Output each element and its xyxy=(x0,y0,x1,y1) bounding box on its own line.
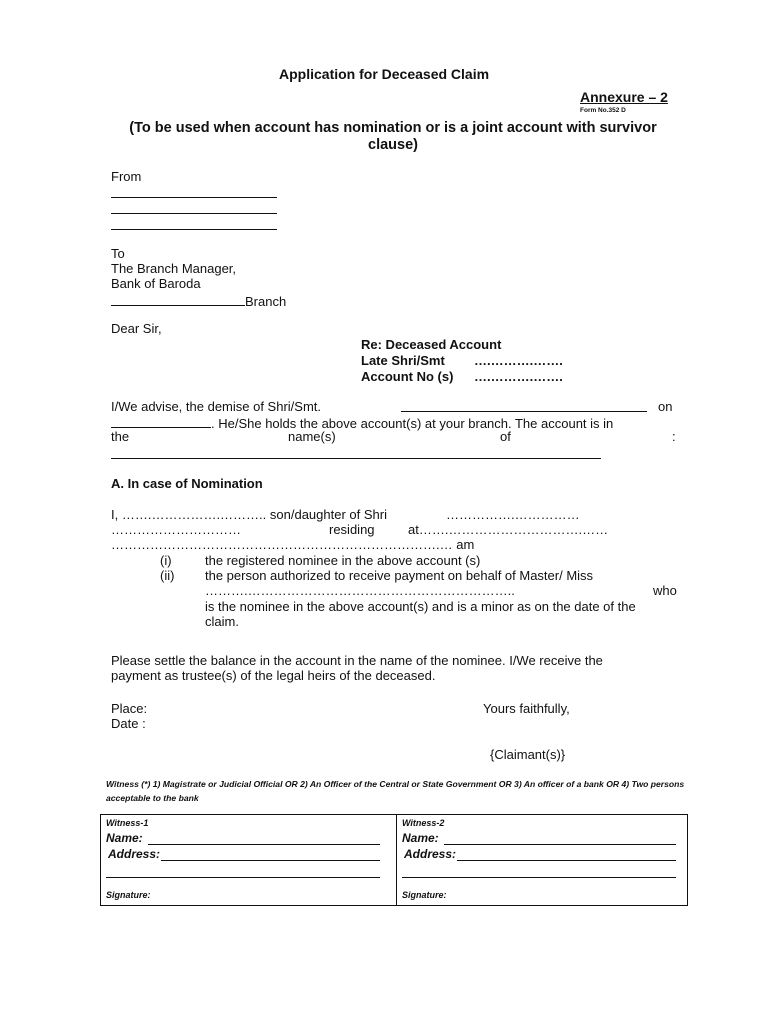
to-branch-line xyxy=(111,292,286,309)
item-2-line-4: claim. xyxy=(205,614,239,629)
re-late-name-label: Late Shri/Smt xyxy=(361,353,445,368)
advise-line-2 xyxy=(111,414,613,431)
advise-line-1-start: I/We advise, the demise of Shri/Smt. xyxy=(111,399,322,414)
form-title: Application for Deceased Claim xyxy=(279,66,490,82)
advise-line-2-text: . He/She holds the above account(s) at your branch. The account is in xyxy=(211,416,614,431)
witness-2-signature-label: Signature: xyxy=(402,890,447,900)
item-2-number: (ii) xyxy=(160,568,175,583)
deceased-name-blank[interactable] xyxy=(401,411,647,412)
witness-2-cell xyxy=(397,815,687,905)
form-subtitle: (To be used when account has nomination or is a joint account with survivor clause) xyxy=(129,120,657,153)
witness-table xyxy=(100,814,688,906)
salutation: Dear Sir, xyxy=(111,321,162,336)
advise-line-3-c: of xyxy=(500,429,511,444)
settle-line-2: payment as trustee(s) of the legal heirs of the deceased. xyxy=(111,668,436,683)
from-line-1[interactable] xyxy=(111,197,277,198)
from-line-3[interactable] xyxy=(111,229,277,230)
yours-faithfully: Yours faithfully, xyxy=(483,701,570,716)
annexure-label: Annexure – 2 xyxy=(580,89,668,105)
item-2-line-1: the person authorized to receive payment on behalf of Master/ Miss xyxy=(205,568,594,583)
witness-1-name-field[interactable] xyxy=(148,844,380,845)
from-line-2[interactable] xyxy=(111,213,277,214)
witness-1-address-field-1[interactable] xyxy=(161,860,380,861)
form-number: Form No.352 D xyxy=(580,107,626,114)
item-1-number: (i) xyxy=(160,553,172,568)
witness-2-address-label: Address: xyxy=(404,847,457,861)
witness-2-name-field[interactable] xyxy=(444,844,676,845)
re-deceased-account: Re: Deceased Account xyxy=(361,337,502,352)
witness-1-address-field-2[interactable] xyxy=(106,877,380,878)
witness-1-name-label: Name: xyxy=(106,831,143,845)
branch-suffix: Branch xyxy=(245,294,287,309)
re-late-name-dots[interactable]: ….……….……. xyxy=(474,353,563,368)
date-label: Date : xyxy=(111,716,146,731)
death-date-blank[interactable] xyxy=(111,414,211,428)
nominee-line-2-c[interactable]: at…….………………………….…… xyxy=(408,522,609,537)
item-2-line-3: is the nominee in the above account(s) and is a minor as on the date of the xyxy=(205,599,636,614)
witness-2-title: Witness-2 xyxy=(402,818,445,828)
nominee-line-1-a[interactable]: I, …….…………….……….. son/daughter of Shri xyxy=(111,507,387,522)
account-names-blank[interactable] xyxy=(111,458,601,459)
witness-2-address-field-1[interactable] xyxy=(457,860,676,861)
witness-2-name-label: Name: xyxy=(402,831,439,845)
nominee-line-2-a[interactable]: ………………………… xyxy=(111,522,241,537)
nomination-heading: A. In case of Nomination xyxy=(111,476,263,491)
place-label: Place: xyxy=(111,701,148,716)
re-account-no-dots[interactable]: ….……….……. xyxy=(474,369,563,384)
item-2-who: who xyxy=(653,583,677,598)
advise-line-1-end: on xyxy=(658,399,673,414)
settle-line-1: Please settle the balance in the account in the name of the nominee. I/We receive the xyxy=(111,653,603,668)
branch-blank[interactable] xyxy=(111,292,245,306)
nominee-line-2-b: residing xyxy=(329,522,375,537)
witness-1-cell xyxy=(101,815,396,905)
advise-line-3-d: : xyxy=(672,429,676,444)
advise-line-3-a: the xyxy=(111,429,130,444)
to-branch-manager: The Branch Manager, xyxy=(111,261,237,276)
witness-2-address-field-2[interactable] xyxy=(402,877,676,878)
nominee-line-1-b[interactable]: …………….…………… xyxy=(446,507,580,522)
to-bank-name: Bank of Baroda xyxy=(111,276,201,291)
advise-line-3-b: name(s) xyxy=(288,429,336,444)
item-2-dots[interactable]: ……….…………………………………………………….. xyxy=(205,583,515,598)
witness-1-title: Witness-1 xyxy=(106,818,149,828)
from-label: From xyxy=(111,169,142,184)
to-label: To xyxy=(111,246,125,261)
claimant-label: {Claimant(s)} xyxy=(490,747,566,762)
witness-1-address-label: Address: xyxy=(108,847,161,861)
witness-note: Witness (*) 1) Magistrate or Judicial Official OR 2) An Officer of the Central or State Government OR 3) An officer of a bank OR 4) Two persons acceptable to the bank xyxy=(106,779,685,803)
nominee-line-3[interactable]: ………………………………………………………………….… am xyxy=(111,537,475,552)
item-1-text: the registered nominee in the above account (s) xyxy=(205,553,481,568)
witness-1-signature-label: Signature: xyxy=(106,890,151,900)
re-account-no-label: Account No (s) xyxy=(361,369,454,384)
